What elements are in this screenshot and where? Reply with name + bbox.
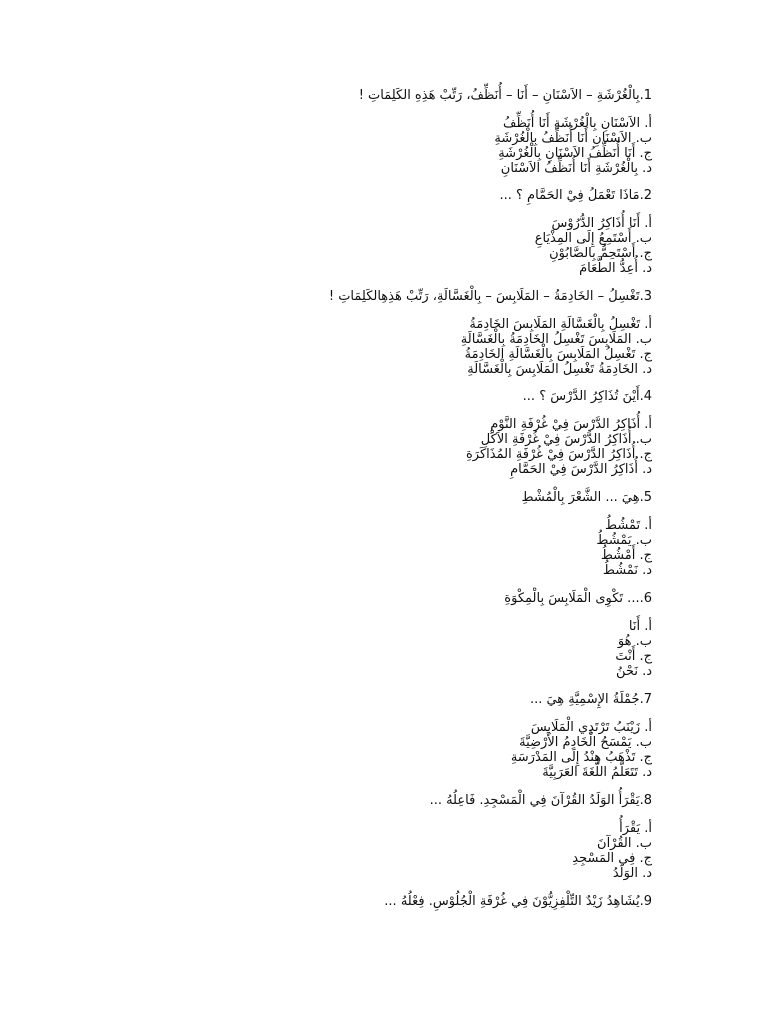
option-2-d: د. أُعِدُّ الطَّعَامَ <box>579 261 652 276</box>
option-5-d: د. نَمْشُطُ <box>602 563 652 578</box>
option-1-a: أ. الاَسْنَانِ بِالْغُرْشَةِ أَنَا أُنَظِّفُ <box>502 116 652 131</box>
question-4: 4.أَيْنَ تُذَاكِرُ الدَّرْسَ ؟ ... <box>522 389 652 404</box>
options-6 <box>615 619 652 679</box>
option-7-b: ب. يَمْسَحُ الْخَادِمُ الأَرْضِيَّةَ <box>519 735 652 750</box>
option-4-d: د. أُذَاكِرُ الدَّرْسَ فِيْ الحَمَّامِ <box>510 462 652 477</box>
option-4-b: ب. أُذَاكِرُ الدَّرْسَ فِيْ غُرْفَةِ الاَكْلِ <box>480 432 652 447</box>
option-2-a: أ. أَنَا أُذَاكِرُ الدُّرُوْسَ <box>551 216 652 231</box>
option-6-c: ج. أَنْتَ <box>615 649 652 664</box>
option-1-b: ب. الاَسْنَانِ أَنَا أُنَظِّفُ بِالْغُرْشَةِ <box>494 131 652 146</box>
options-5 <box>596 518 652 578</box>
option-8-a: أ. يَقْرَأُ <box>619 821 652 836</box>
option-3-a: أ. تَغْسِلُ بِالْغَسَّالَةِ المَلَابِسَ الخَادِمَةُ <box>469 317 652 332</box>
option-4-a: أ. أُذَاكِرُ الدَّرْسَ فِيْ غُرْفَةِ النَّوْمِ <box>490 417 652 432</box>
option-4-c: ج. أُذَاكِرُ الدَّرْسَ فِيْ غُرْفَةِ المُذَاكَرَةِ <box>465 447 652 462</box>
option-7-a: أ. زَيْنَبُ تَرْتَدِي الْمَلَابِسَ <box>530 720 652 735</box>
option-8-d: د. الوَلَدُ <box>612 866 652 881</box>
question-1: 1.بِالْغُرْشَةِ – الاَسْنَانِ – أَنَا – أُنَظِّفُ، رَتِّبْ هَذِهِ الكَلِمَاتِ ! <box>358 88 652 103</box>
option-3-d: د. الخَادِمَةُ تَغْسِلُ المَلَابِسَ بِالْغَسَّالَةِ <box>467 362 652 377</box>
option-2-b: ب. أَسْتَمِعُ إِلَى المِذْيَاعِ <box>534 231 652 246</box>
question-3: 3.تَغْسِلُ – الخَادِمَةُ – المَلَابِسَ – بِالْغَسَّالَةِ، رَتِّبْ هَذِهِالكَلِمَاتِ ! <box>328 289 652 304</box>
options-3 <box>461 317 652 377</box>
options-8 <box>572 821 652 881</box>
options-4 <box>466 417 652 477</box>
option-6-a: أ. أَنَا <box>628 619 652 634</box>
question-7: 7.جُمْلَةُ الإِسْمِيَّةِ هِيَ ... <box>529 692 652 707</box>
option-2-c: ج. أَسْتَحِمُّ بِالصَّابُوْنِ <box>549 246 652 261</box>
option-1-d: د. بِالْغُرْشَةِ أَنَا أُنَظِّفُ الاَسْنَانِ <box>500 161 652 176</box>
option-5-c: ج. أَمْشُطُ <box>600 548 652 563</box>
question-9: 9.يُشَاهِدُ زَيْدٌ التِّلْفِزِيُّوْنَ فِي غُرْفَةِ الْجُلُوْسِ. فِعْلُهُ ... <box>384 894 652 909</box>
option-5-a: أ. تَمْشُطُ <box>605 518 652 533</box>
option-7-d: د. تَتَعَلَّمُ اللُّغَةَ العَرَبِيَّةَ <box>542 765 652 780</box>
option-8-b: ب. القُرْآنَ <box>597 836 652 851</box>
option-3-c: ج. تَغْسِلُ المَلَابِسَ بِالْغَسَّالَةِ الخَادِمَةُ <box>464 347 652 362</box>
option-6-d: د. نَحْنُ <box>616 664 652 679</box>
option-6-b: ب. هُوَ <box>617 634 652 649</box>
options-2 <box>535 216 652 276</box>
option-7-c: ج. تَذْهَبُ هِنْدُ إِلَى المَدْرَسَةِ <box>510 750 652 765</box>
question-8: 8.يَقْرَأُ الوَلَدُ القُرْآنَ فِي الْمَسْجِدِ. فَاعِلُهُ ... <box>429 793 652 808</box>
options-1 <box>494 116 652 176</box>
option-8-c: ج. فِي المَسْجِدِ <box>572 851 652 866</box>
question-2: 2.مَاذَا تَعْمَلُ فِيْ الحَمَّامِ ؟ ... <box>499 188 652 203</box>
option-5-b: ب. يَمْشُطُ <box>596 533 652 548</box>
option-3-b: ب. المَلَابِسَ تَغْسِلُ الخَادِمَةُ بِالْغَسَّالَةِ <box>460 332 652 347</box>
question-6: 6.... تَكْوِى الْمَلَابِسَ بِالْمِكْوَةِ <box>504 591 652 606</box>
option-1-c: ج. أَنَا أُنَظِّفُ الاَسْنَانِ بِالْغُرْشَةِ <box>498 146 652 161</box>
options-7 <box>511 720 652 780</box>
question-5: 5.هِيَ ... الشَّعْرَ بِالْمُشْطِ <box>521 490 652 505</box>
